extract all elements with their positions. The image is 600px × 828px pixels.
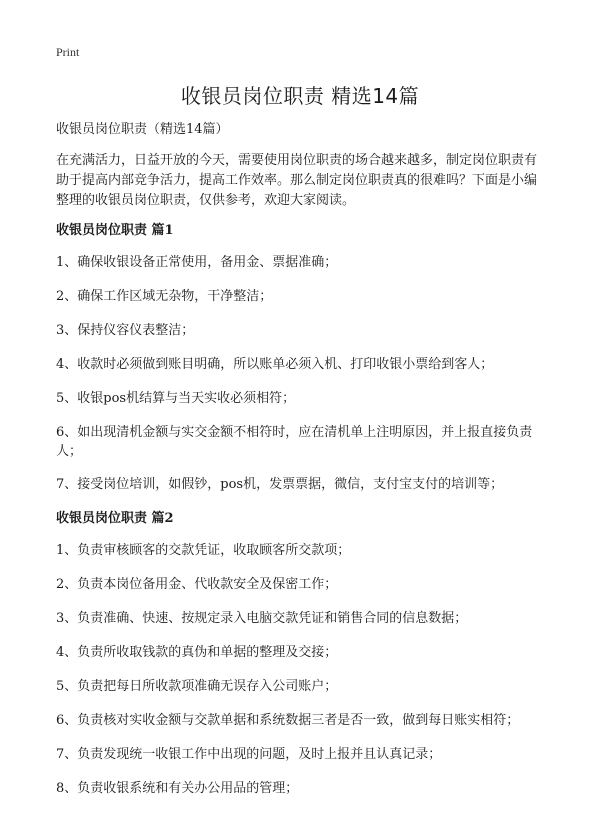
print-link[interactable]: Print [56, 45, 80, 59]
list-item: 3、负责准确、快速、按规定录入电脑交款凭证和销售合同的信息数据； [56, 611, 468, 626]
list-item: 5、负责把每日所收款项准确无误存入公司账户； [56, 679, 338, 694]
list-item: 8、负责收银系统和有关办公用品的管理； [56, 781, 299, 796]
list-item: 1、负责审核顾客的交款凭证，收取顾客所交款项； [56, 543, 351, 558]
list-item: 6、如出现清机金额与实交金额不相符时，应在清机单上注明原因，并上报直接负责人； [56, 425, 533, 459]
list-item: 7、接受岗位培训，如假钞，pos机，发票票据，微信，支付宝支付的培训等； [56, 477, 504, 492]
intro-paragraph: 在充满活力，日益开放的今天，需要使用岗位职责的场合越来越多，制定岗位职责有助于提高内部竞争活力，提高工作效率。那么制定岗位职责真的很难吗？下面是小编整理的收银员岗位职责，仅供参考，欢迎大家阅读。 [56, 153, 538, 208]
list-item: 3、保持仪容仪表整洁； [56, 323, 195, 338]
section-1 [56, 221, 548, 494]
list-item: 6、负责核对实收金额与交款单据和系统数据三者是否一致，做到每日账实相符； [56, 713, 520, 728]
list-item: 2、确保工作区域无杂物，干净整洁； [56, 289, 273, 304]
list-item: 4、收款时必须做到账目明确，所以账单必须入机、打印收银小票给到客人； [56, 357, 494, 372]
document-subtitle: 收银员岗位职责（精选14篇） [56, 122, 229, 137]
list-item: 2、负责本岗位备用金、代收款安全及保密工作； [56, 577, 338, 592]
list-item: 5、收银pos机结算与当天实收必须相符； [56, 391, 296, 406]
list-item: 7、负责发现统一收银工作中出现的问题，及时上报并且认真记录； [56, 747, 442, 762]
page-title: 收银员岗位职责 精选14篇 [180, 84, 420, 108]
list-item: 1、确保收银设备正常使用，备用金、票据准确； [56, 255, 338, 270]
list-item: 4、负责所收取钱款的真伪和单据的整理及交接； [56, 645, 338, 660]
document-body [56, 121, 548, 813]
section-heading: 收银员岗位职责 篇2 [56, 511, 174, 526]
section-2 [56, 509, 548, 798]
section-heading: 收银员岗位职责 篇1 [56, 223, 174, 238]
